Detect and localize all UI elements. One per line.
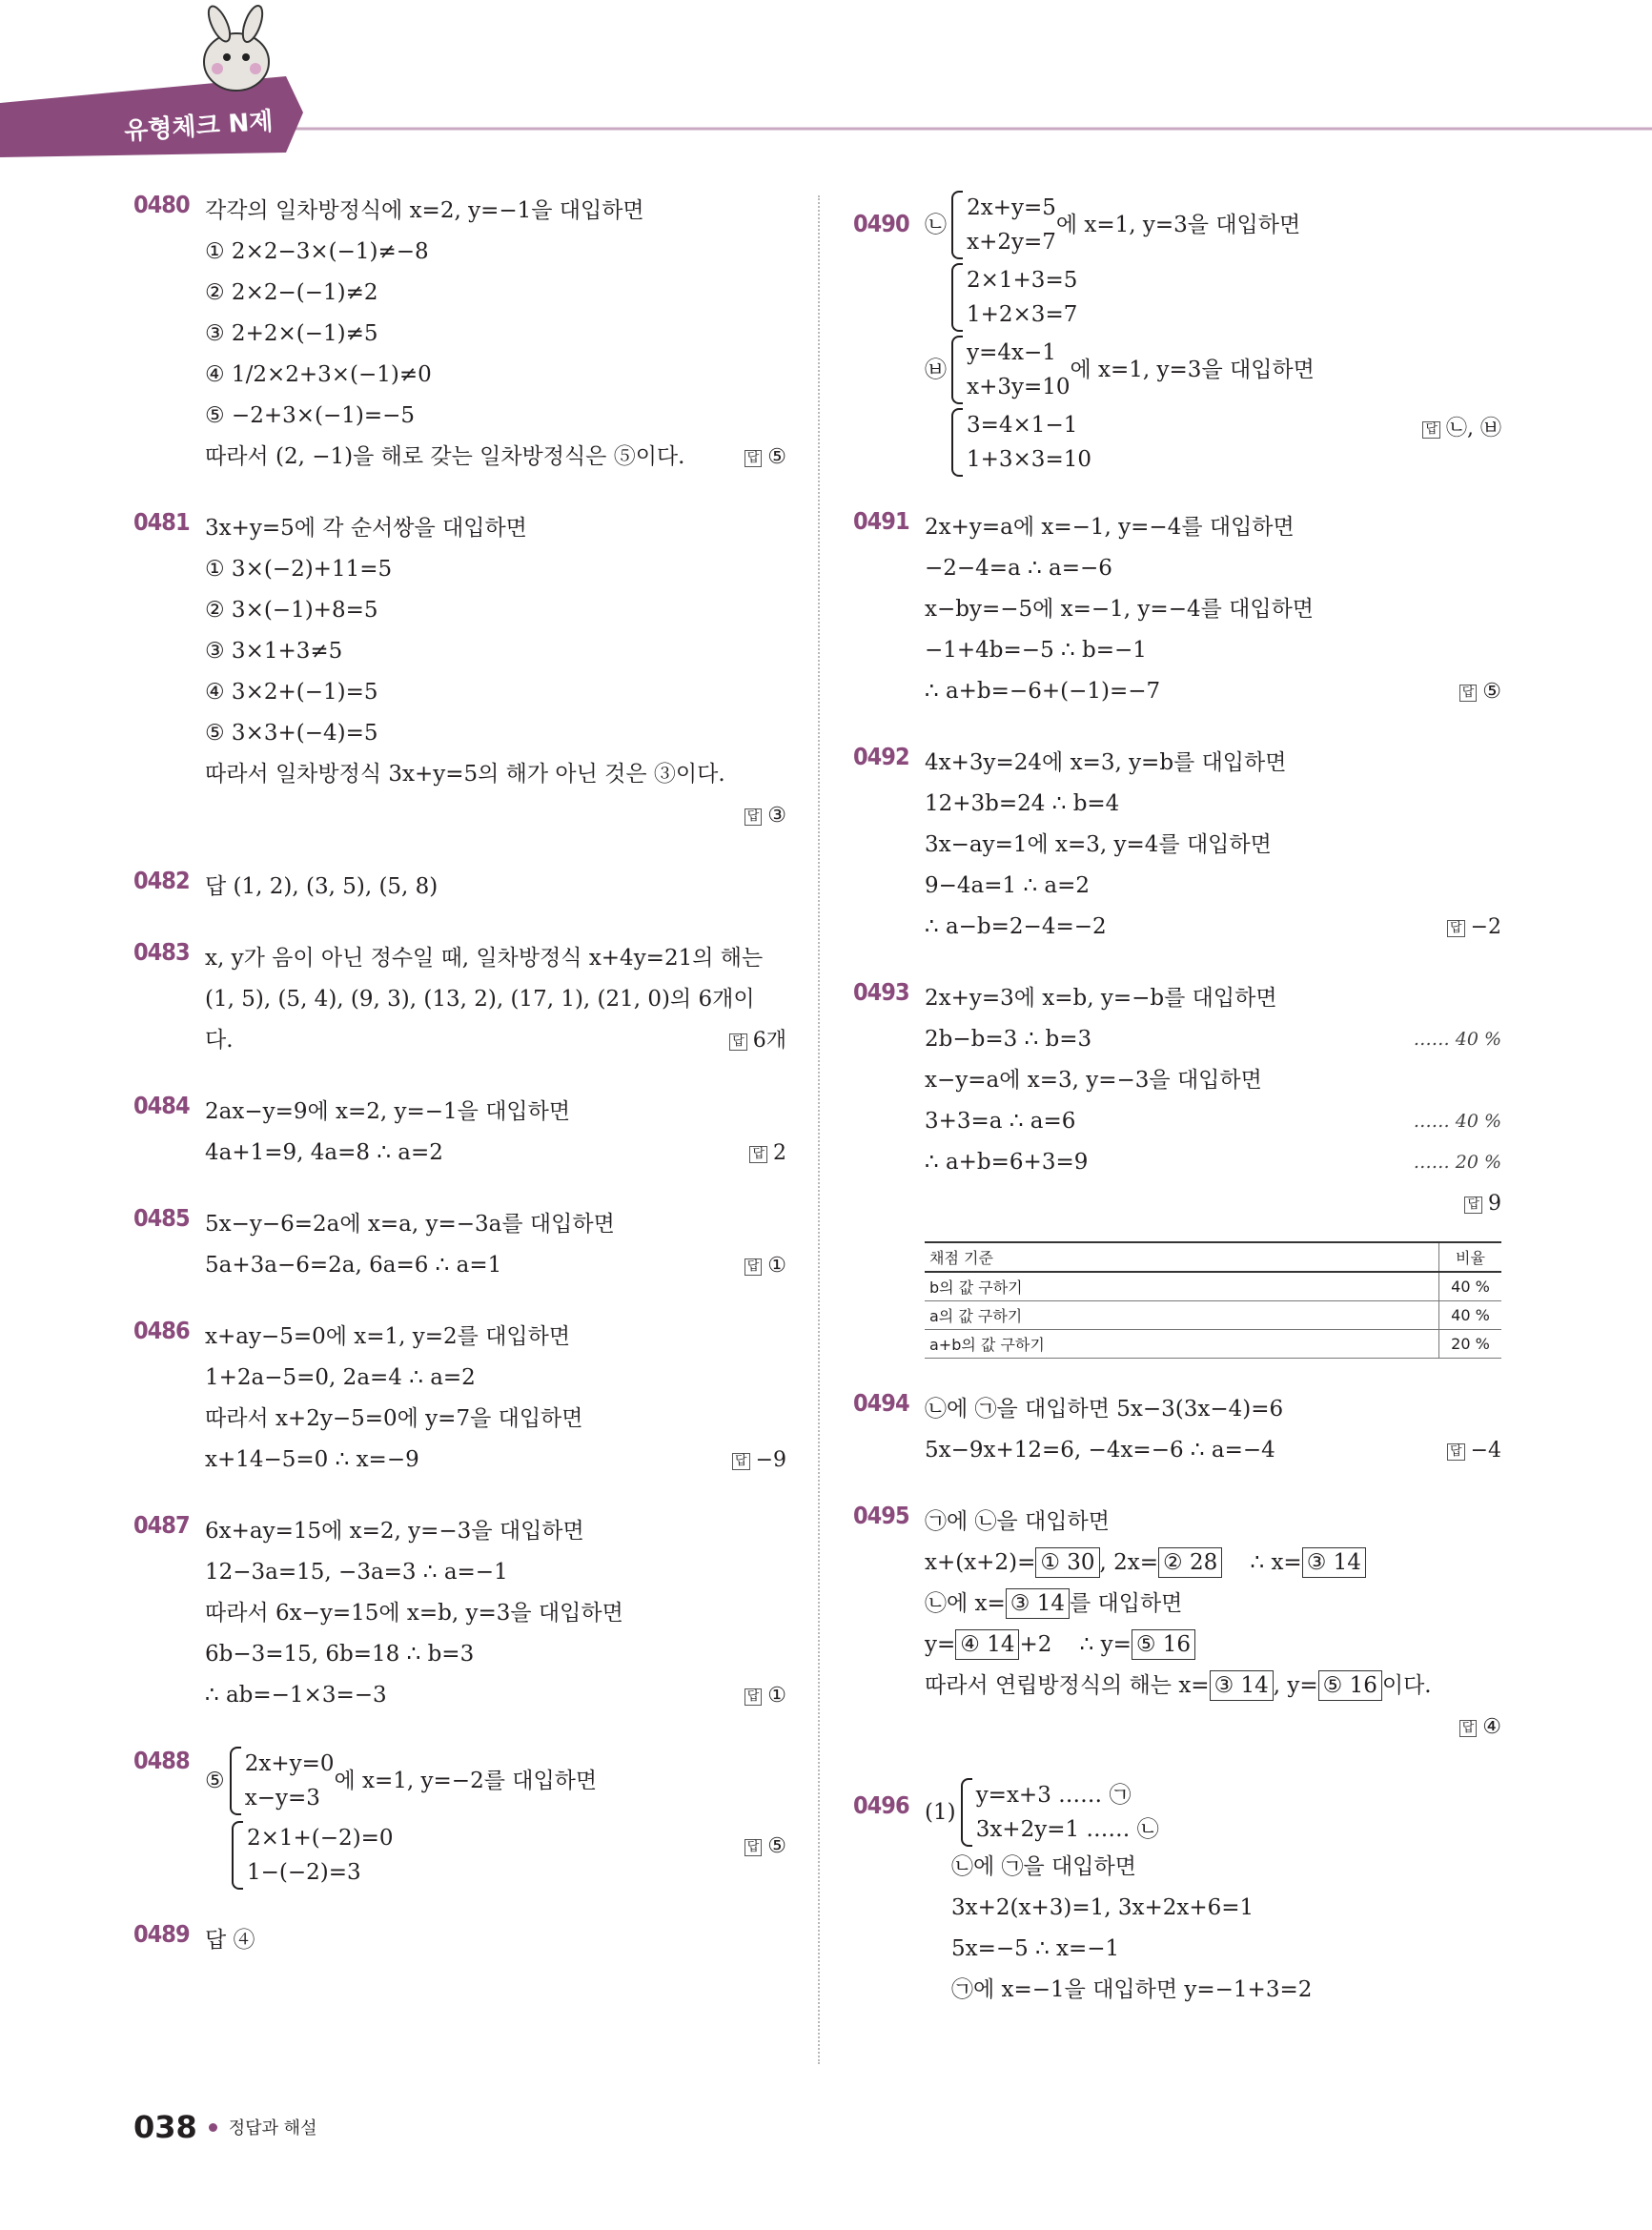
grading-cell: 20 % (1439, 1330, 1502, 1359)
solution-line: ㉡에 x= ③ 14 를 대입하면 (925, 1584, 1501, 1625)
solution-line: 각각의 일차방정식에 x=2, y=−1을 대입하면 (205, 198, 644, 223)
problem-0483 (133, 938, 786, 1061)
answer: ⑤ (767, 445, 786, 469)
problem-0491 (853, 507, 1501, 712)
problem-number: 0496 (853, 1791, 909, 1819)
solution-line: 3+3=a ∴ a=6 …… 40 % (925, 1101, 1501, 1142)
answer-mark: 답 (744, 1688, 763, 1706)
answer: 6개 (752, 1029, 786, 1053)
solution-line: 3x+2(x+3)=1, 3x+2x+6=1 (951, 1895, 1254, 1920)
solution-line: −1+4b=−5 ∴ b=−1 (925, 638, 1147, 663)
problem-number: 0490 (853, 210, 909, 237)
problem-number: 0488 (133, 1747, 190, 1774)
problem-0482 (133, 867, 786, 908)
solution-line: x−by=−5에 x=−1, y=−4를 대입하면 (925, 597, 1315, 622)
problem-0488 (133, 1747, 786, 1890)
problem-number: 0480 (133, 191, 190, 218)
blank-box: ③ 14 (1302, 1547, 1366, 1578)
answer: ⑤ (767, 1834, 786, 1858)
page-number: 038 (133, 2109, 197, 2145)
problem-number: 0483 (133, 938, 190, 966)
solution-line: 4x+3y=24에 x=3, y=b를 대입하면 (925, 750, 1287, 775)
solution-line: ② 2×2−(−1)≠2 (205, 280, 378, 305)
bullet-icon (209, 2123, 217, 2132)
solution-line: x−y=a에 x=3, y=−3을 대입하면 (925, 1068, 1262, 1093)
system-row: (1) y=x+3 …… ㉠ 3x+2y=1 …… ㉡ (925, 1778, 1501, 1847)
solution-line: 따라서 일차방정식 3x+y=5의 해가 아닌 것은 ③이다. (205, 762, 725, 787)
answer-mark: 답 (744, 1258, 763, 1276)
answer-mark: 답 (1447, 920, 1465, 937)
problem-number: 0486 (133, 1317, 190, 1344)
solution-line: 4a+1=9, 4a=8 ∴ a=2 답 2 (205, 1140, 786, 1165)
solution-line: 답 ④ (205, 1928, 255, 1953)
footer-title: 정답과 해설 (228, 2118, 317, 2138)
solution-line: 5x=−5 ∴ x=−1 (951, 1936, 1120, 1961)
blank-box: ③ 14 (1210, 1670, 1274, 1701)
solution-line: 3x+y=5에 각 순서쌍을 대입하면 (205, 516, 527, 541)
problem-number: 0492 (853, 743, 909, 770)
problem-number: 0481 (133, 508, 190, 536)
system-row: ⑤ 2x+y=0 x−y=3 에 x=1, y=−2를 대입하면 (205, 1747, 786, 1815)
solution-line: ③ 2+2×(−1)≠5 (205, 321, 378, 346)
grading-cell: b의 값 구하기 (925, 1272, 1439, 1301)
solution-line: ⑤ 3×3+(−4)=5 (205, 721, 378, 746)
grading-table (925, 1241, 1501, 1359)
solution-line: x, y가 음이 아닌 정수일 때, 일차방정식 x+4y=21의 해는 (205, 946, 764, 971)
answer-mark: 답 (1459, 1720, 1478, 1737)
solution-line: 따라서 (2, −1)을 해로 갖는 일차방정식은 ⑤이다. 답 ⑤ (205, 444, 786, 469)
solution-line: 2x+y=a에 x=−1, y=−4를 대입하면 (925, 515, 1295, 540)
solution-line: ④ 3×2+(−1)=5 (205, 680, 378, 705)
problem-0484 (133, 1092, 786, 1174)
solution-line: 6b−3=15, 6b=18 ∴ b=3 (205, 1642, 475, 1667)
solution-line: y= ④ 14 +2 ∴ y= ⑤ 16 (925, 1625, 1501, 1666)
score-percent: …… 20 % (1413, 1152, 1501, 1173)
equation-system: 2×1+3=5 1+2×3=7 (951, 263, 1077, 332)
answer-mark: 답 (1447, 1443, 1465, 1461)
equation-system: 2×1+(−2)=0 1−(−2)=3 (232, 1821, 394, 1890)
solution-line: ③ 3×1+3≠5 (205, 639, 343, 664)
solution-line: ⑤ −2+3×(−1)=−5 (205, 403, 416, 428)
problem-0489 (133, 1920, 786, 1961)
answer: ① (767, 1254, 786, 1278)
problem-0492 (853, 743, 1501, 948)
problem-0495 (853, 1502, 1501, 1748)
answer: −9 (755, 1448, 786, 1472)
answer-mark: 답 (729, 1033, 747, 1051)
grading-header: 채점 기준 (925, 1242, 1439, 1272)
solution-line: 5x−9x+12=6, −4x=−6 ∴ a=−4 답 −4 (925, 1438, 1501, 1463)
problem-0496 (853, 1778, 1501, 2011)
page-header (0, 0, 1652, 162)
solution-line: ④ 1/2×2+3×(−1)≠0 (205, 362, 432, 387)
problem-0485 (133, 1204, 786, 1286)
answer-mark: 답 (1422, 421, 1440, 439)
solution-line: 다. 답 6개 (205, 1028, 786, 1053)
score-percent: …… 40 % (1413, 1029, 1501, 1050)
solution-line: ∴ a+b=−6+(−1)=−7 답 ⑤ (925, 679, 1501, 704)
problem-0486 (133, 1317, 786, 1481)
score-percent: …… 40 % (1413, 1111, 1501, 1132)
system-row (232, 1821, 786, 1890)
answer-mark: 답 (744, 808, 763, 826)
answer: −2 (1470, 915, 1501, 939)
problem-number: 0495 (853, 1502, 909, 1529)
answer: ㉡, ㉥ (1446, 417, 1501, 440)
solution-line: 3x−ay=1에 x=3, y=4를 대입하면 (925, 832, 1272, 857)
equation-system: 2x+y=0 x−y=3 (230, 1747, 335, 1815)
solution-line: 5a+3a−6=2a, 6a=6 ∴ a=1 답 ① (205, 1253, 786, 1278)
system-row: ㉡ 2x+y=5 x+2y=7 에 x=1, y=3을 대입하면 (925, 191, 1501, 259)
blank-box: ① 30 (1035, 1547, 1099, 1578)
left-column (133, 191, 786, 1992)
system-row (951, 263, 1501, 332)
solution-line: 답 (1, 2), (3, 5), (5, 8) (205, 874, 438, 899)
answer: −4 (1470, 1439, 1501, 1463)
solution-line: 따라서 x+2y−5=0에 y=7을 대입하면 (205, 1406, 583, 1431)
blank-box: ④ 14 (955, 1629, 1019, 1660)
solution-line: ∴ a+b=6+3=9 …… 20 % (925, 1142, 1501, 1183)
solution-line: (1, 5), (5, 4), (9, 3), (13, 2), (17, 1), (21, 0)의 6개이 (205, 987, 755, 1012)
problem-number: 0489 (133, 1920, 190, 1948)
answer-mark: 답 (749, 1146, 767, 1163)
blank-box: ② 28 (1158, 1547, 1222, 1578)
solution-line: 9−4a=1 ∴ a=2 (925, 873, 1091, 898)
grading-cell: a+b의 값 구하기 (925, 1330, 1439, 1359)
blank-box: ③ 14 (1006, 1588, 1070, 1619)
equation-system: 3=4×1−1 1+3×3=10 (951, 408, 1091, 477)
solution-line: ① 2×2−3×(−1)≠−8 (205, 239, 429, 264)
problem-0494 (853, 1389, 1501, 1471)
solution-line: 1+2a−5=0, 2a=4 ∴ a=2 (205, 1365, 476, 1390)
answer: ① (767, 1684, 786, 1708)
problem-0490 (853, 191, 1501, 477)
answer: ③ (767, 804, 786, 828)
grading-header: 비율 (1439, 1242, 1502, 1272)
solution-line: 2ax−y=9에 x=2, y=−1을 대입하면 (205, 1099, 571, 1124)
answer-mark: 답 (1459, 685, 1478, 702)
solution-line: 2x+y=3에 x=b, y=−b를 대입하면 (925, 986, 1277, 1011)
solution-line: ② 3×(−1)+8=5 (205, 598, 378, 623)
answer-row (925, 1183, 1501, 1224)
system-row (951, 408, 1501, 477)
solution-line: ∴ a−b=2−4=−2 답 −2 (925, 914, 1501, 939)
solution-line: ㉠에 ㉡을 대입하면 (925, 1509, 1110, 1534)
solution-line: 5x−y−6=2a에 x=a, y=−3a를 대입하면 (205, 1212, 615, 1237)
problem-0480 (133, 191, 786, 478)
problem-number: 0485 (133, 1204, 190, 1232)
answer: ④ (1482, 1715, 1501, 1739)
solution-line: 6x+ay=15에 x=2, y=−3을 대입하면 (205, 1519, 584, 1544)
answer: 2 (773, 1141, 786, 1165)
column-divider (818, 195, 820, 2064)
problem-0487 (133, 1511, 786, 1716)
equation-system: y=x+3 …… ㉠ 3x+2y=1 …… ㉡ (961, 1778, 1159, 1847)
solution-line: ㉠에 x=−1을 대입하면 y=−1+3=2 (951, 1977, 1313, 2002)
problem-0481 (133, 508, 786, 836)
page-footer (133, 2109, 316, 2145)
grading-cell: a의 값 구하기 (925, 1301, 1439, 1330)
header-label: 유형체크 N제 (123, 107, 275, 147)
equation-system: 2x+y=5 x+2y=7 (951, 191, 1056, 259)
solution-line: ∴ ab=−1×3=−3 답 ① (205, 1683, 786, 1708)
answer: ⑤ (1482, 680, 1501, 704)
problem-number: 0491 (853, 507, 909, 535)
problem-number: 0484 (133, 1092, 190, 1119)
mascot-icon (204, 3, 269, 91)
solution-line: 12+3b=24 ∴ b=4 (925, 791, 1120, 816)
blank-box: ⑤ 16 (1132, 1629, 1195, 1660)
solution-line: ㉡에 ㉠을 대입하면 (951, 1854, 1136, 1879)
solution-line: 따라서 6x−y=15에 x=b, y=3을 대입하면 (205, 1601, 623, 1626)
problem-0493 (853, 978, 1501, 1359)
problem-number: 0494 (853, 1389, 909, 1417)
grading-cell: 40 % (1439, 1272, 1502, 1301)
answer-mark: 답 (744, 1839, 763, 1856)
answer-mark: 답 (744, 450, 763, 467)
solution-line: x+(x+2)= ① 30 , 2x= ② 28 ∴ x= ③ 14 (925, 1543, 1501, 1584)
problem-number: 0487 (133, 1511, 190, 1539)
solution-line: x+14−5=0 ∴ x=−9 답 −9 (205, 1447, 786, 1472)
grading-cell: 40 % (1439, 1301, 1502, 1330)
answer-row (925, 1707, 1501, 1748)
solution-line: x+ay−5=0에 x=1, y=2를 대입하면 (205, 1324, 571, 1349)
solution-line: ㉡에 ㉠을 대입하면 5x−3(3x−4)=6 (925, 1397, 1284, 1422)
problem-number: 0493 (853, 978, 909, 1006)
answer-mark: 답 (732, 1453, 750, 1470)
equation-system: y=4x−1 x+3y=10 (951, 336, 1070, 404)
system-row: ㉥ y=4x−1 x+3y=10 에 x=1, y=3을 대입하면 (925, 336, 1501, 404)
answer: 9 (1488, 1192, 1501, 1216)
problem-number: 0482 (133, 867, 190, 894)
solution-line: 따라서 연립방정식의 해는 x= ③ 14 , y= ⑤ 16 이다. (925, 1666, 1501, 1707)
blank-box: ⑤ 16 (1318, 1670, 1382, 1701)
answer-mark: 답 (1464, 1197, 1482, 1214)
answer-row (205, 795, 786, 836)
solution-line: −2−4=a ∴ a=−6 (925, 556, 1112, 581)
solution-line: 2b−b=3 ∴ b=3 …… 40 % (925, 1019, 1501, 1060)
right-column (853, 191, 1501, 2041)
solution-line: 12−3a=15, −3a=3 ∴ a=−1 (205, 1560, 508, 1585)
solution-line: ① 3×(−2)+11=5 (205, 557, 393, 582)
